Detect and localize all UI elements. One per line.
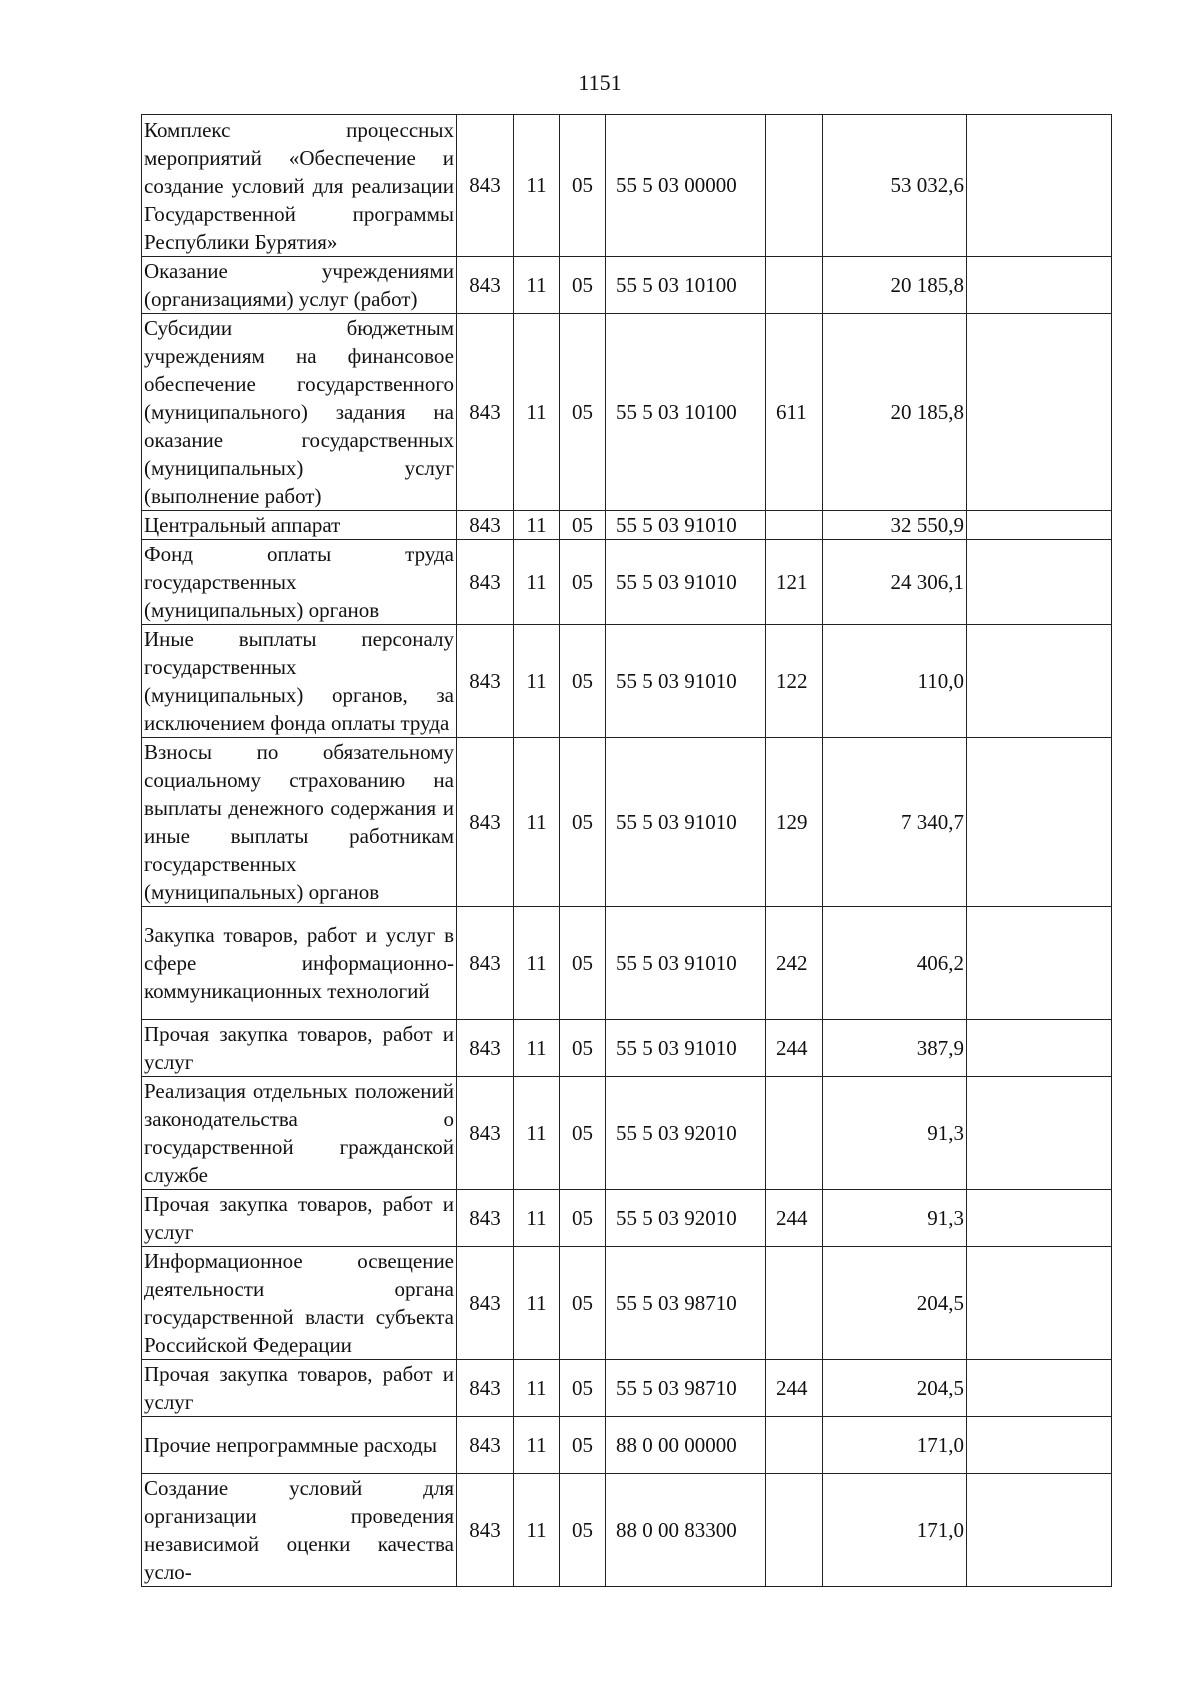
table-row — [142, 738, 1112, 907]
row-vr-cell — [766, 1417, 823, 1474]
row-sum-cell: 24 306,1 — [823, 540, 967, 625]
row-pr-cell: 05 — [560, 907, 606, 1020]
table-row — [142, 1247, 1112, 1360]
row-rz-cell: 11 — [514, 1190, 560, 1247]
row-csr-cell: 55 5 03 00000 — [606, 115, 766, 257]
row-vr-cell — [766, 1474, 823, 1587]
row-gr-cell: 843 — [457, 1247, 514, 1360]
table-row — [142, 257, 1112, 314]
row-name-cell: Комплекс процессных мероприятий «Обеспечение и создание условий для реализации Государственной программы Республики Бурятия» — [142, 115, 457, 257]
row-csr-cell: 55 5 03 91010 — [606, 625, 766, 738]
row-gr-cell: 843 — [457, 1077, 514, 1190]
row-extra-cell — [967, 907, 1112, 1020]
row-name-cell: Центральный аппарат — [142, 511, 457, 540]
row-csr-cell: 55 5 03 92010 — [606, 1077, 766, 1190]
row-csr-cell: 55 5 03 10100 — [606, 314, 766, 511]
row-name-cell: Иные выплаты персоналу государственных (муниципальных) органов, за исключением фонда оплаты труда — [142, 625, 457, 738]
table-row — [142, 115, 1112, 257]
row-name-cell: Оказание учреждениями (организациями) услуг (работ) — [142, 257, 457, 314]
row-gr-cell: 843 — [457, 625, 514, 738]
row-vr-cell: 121 — [766, 540, 823, 625]
row-sum-cell: 20 185,8 — [823, 257, 967, 314]
row-name-cell: Фонд оплаты труда государственных (муниципальных) органов — [142, 540, 457, 625]
row-pr-cell: 05 — [560, 314, 606, 511]
row-csr-cell: 55 5 03 98710 — [606, 1360, 766, 1417]
budget-table — [141, 114, 1112, 1587]
row-vr-cell: 611 — [766, 314, 823, 511]
row-rz-cell: 11 — [514, 1360, 560, 1417]
row-pr-cell: 05 — [560, 738, 606, 907]
row-pr-cell: 05 — [560, 1247, 606, 1360]
row-gr-cell: 843 — [457, 511, 514, 540]
row-gr-cell: 843 — [457, 257, 514, 314]
row-sum-cell: 171,0 — [823, 1417, 967, 1474]
row-extra-cell — [967, 1417, 1112, 1474]
row-pr-cell: 05 — [560, 115, 606, 257]
row-name-cell: Субсидии бюджетным учреждениям на финансовое обеспечение государственного (муниципального) задания на оказание государственных (муниципальных) услуг (выполнение работ) — [142, 314, 457, 511]
table-row — [142, 907, 1112, 1020]
row-gr-cell: 843 — [457, 738, 514, 907]
row-extra-cell — [967, 1190, 1112, 1247]
row-rz-cell: 11 — [514, 1474, 560, 1587]
row-rz-cell: 11 — [514, 1247, 560, 1360]
row-name-cell: Прочая закупка товаров, работ и услуг — [142, 1190, 457, 1247]
row-sum-cell: 387,9 — [823, 1020, 967, 1077]
row-vr-cell — [766, 511, 823, 540]
row-csr-cell: 88 0 00 83300 — [606, 1474, 766, 1587]
row-sum-cell: 110,0 — [823, 625, 967, 738]
row-csr-cell: 55 5 03 91010 — [606, 738, 766, 907]
row-rz-cell: 11 — [514, 625, 560, 738]
row-rz-cell: 11 — [514, 738, 560, 907]
row-pr-cell: 05 — [560, 1417, 606, 1474]
row-extra-cell — [967, 1474, 1112, 1587]
row-rz-cell: 11 — [514, 540, 560, 625]
table-row — [142, 1474, 1112, 1587]
table-row — [142, 1360, 1112, 1417]
row-rz-cell: 11 — [514, 511, 560, 540]
row-extra-cell — [967, 314, 1112, 511]
row-pr-cell: 05 — [560, 1190, 606, 1247]
row-csr-cell: 55 5 03 10100 — [606, 257, 766, 314]
row-csr-cell: 55 5 03 98710 — [606, 1247, 766, 1360]
row-rz-cell: 11 — [514, 115, 560, 257]
row-sum-cell: 53 032,6 — [823, 115, 967, 257]
row-pr-cell: 05 — [560, 540, 606, 625]
row-vr-cell: 242 — [766, 907, 823, 1020]
row-pr-cell: 05 — [560, 625, 606, 738]
row-csr-cell: 55 5 03 91010 — [606, 907, 766, 1020]
row-gr-cell: 843 — [457, 115, 514, 257]
row-vr-cell: 129 — [766, 738, 823, 907]
row-rz-cell: 11 — [514, 1020, 560, 1077]
row-name-cell: Информационное освещение деятельности органа государственной власти субъекта Российской Федерации — [142, 1247, 457, 1360]
row-extra-cell — [967, 1247, 1112, 1360]
page-number: 1151 — [578, 70, 622, 95]
row-extra-cell — [967, 738, 1112, 907]
row-vr-cell — [766, 1247, 823, 1360]
row-pr-cell: 05 — [560, 257, 606, 314]
row-pr-cell: 05 — [560, 1020, 606, 1077]
row-gr-cell: 843 — [457, 1417, 514, 1474]
row-rz-cell: 11 — [514, 1077, 560, 1190]
row-vr-cell — [766, 257, 823, 314]
row-vr-cell — [766, 115, 823, 257]
table-row — [142, 511, 1112, 540]
row-sum-cell: 7 340,7 — [823, 738, 967, 907]
row-rz-cell: 11 — [514, 1417, 560, 1474]
row-extra-cell — [967, 511, 1112, 540]
row-pr-cell: 05 — [560, 1360, 606, 1417]
row-csr-cell: 88 0 00 00000 — [606, 1417, 766, 1474]
row-extra-cell — [967, 625, 1112, 738]
row-vr-cell: 244 — [766, 1020, 823, 1077]
row-name-cell: Прочая закупка товаров, работ и услуг — [142, 1360, 457, 1417]
row-gr-cell: 843 — [457, 540, 514, 625]
table-row — [142, 1020, 1112, 1077]
row-extra-cell — [967, 540, 1112, 625]
table-row — [142, 625, 1112, 738]
row-sum-cell: 204,5 — [823, 1247, 967, 1360]
row-name-cell: Закупка товаров, работ и услуг в сфере информационно-коммуникационных технологий — [142, 907, 457, 1020]
row-vr-cell: 244 — [766, 1190, 823, 1247]
row-vr-cell — [766, 1077, 823, 1190]
row-sum-cell: 91,3 — [823, 1190, 967, 1247]
row-rz-cell: 11 — [514, 257, 560, 314]
row-sum-cell: 20 185,8 — [823, 314, 967, 511]
row-rz-cell: 11 — [514, 314, 560, 511]
row-sum-cell: 204,5 — [823, 1360, 967, 1417]
row-rz-cell: 11 — [514, 907, 560, 1020]
row-name-cell: Реализация отдельных положений законодательства о государственной гражданской службе — [142, 1077, 457, 1190]
row-pr-cell: 05 — [560, 511, 606, 540]
row-gr-cell: 843 — [457, 1190, 514, 1247]
table-row — [142, 1190, 1112, 1247]
row-extra-cell — [967, 1360, 1112, 1417]
row-sum-cell: 406,2 — [823, 907, 967, 1020]
row-gr-cell: 843 — [457, 1474, 514, 1587]
row-name-cell: Прочие непрограммные расходы — [142, 1417, 457, 1474]
row-sum-cell: 171,0 — [823, 1474, 967, 1587]
row-csr-cell: 55 5 03 91010 — [606, 1020, 766, 1077]
table-row — [142, 1077, 1112, 1190]
row-extra-cell — [967, 257, 1112, 314]
row-vr-cell: 122 — [766, 625, 823, 738]
row-name-cell: Создание условий для организации проведения независимой оценки качества усло- — [142, 1474, 457, 1587]
row-gr-cell: 843 — [457, 1360, 514, 1417]
row-name-cell: Взносы по обязательному социальному страхованию на выплаты денежного содержания и иные выплаты работникам государственных (муниципальных) органов — [142, 738, 457, 907]
table-row — [142, 540, 1112, 625]
row-vr-cell: 244 — [766, 1360, 823, 1417]
row-pr-cell: 05 — [560, 1474, 606, 1587]
row-csr-cell: 55 5 03 91010 — [606, 540, 766, 625]
row-gr-cell: 843 — [457, 314, 514, 511]
row-pr-cell: 05 — [560, 1077, 606, 1190]
row-extra-cell — [967, 1077, 1112, 1190]
row-sum-cell: 32 550,9 — [823, 511, 967, 540]
row-extra-cell — [967, 115, 1112, 257]
row-name-cell: Прочая закупка товаров, работ и услуг — [142, 1020, 457, 1077]
row-extra-cell — [967, 1020, 1112, 1077]
row-csr-cell: 55 5 03 91010 — [606, 511, 766, 540]
table-row — [142, 1417, 1112, 1474]
row-gr-cell: 843 — [457, 907, 514, 1020]
row-sum-cell: 91,3 — [823, 1077, 967, 1190]
row-csr-cell: 55 5 03 92010 — [606, 1190, 766, 1247]
table-body — [142, 115, 1112, 1587]
row-gr-cell: 843 — [457, 1020, 514, 1077]
table-row — [142, 314, 1112, 511]
